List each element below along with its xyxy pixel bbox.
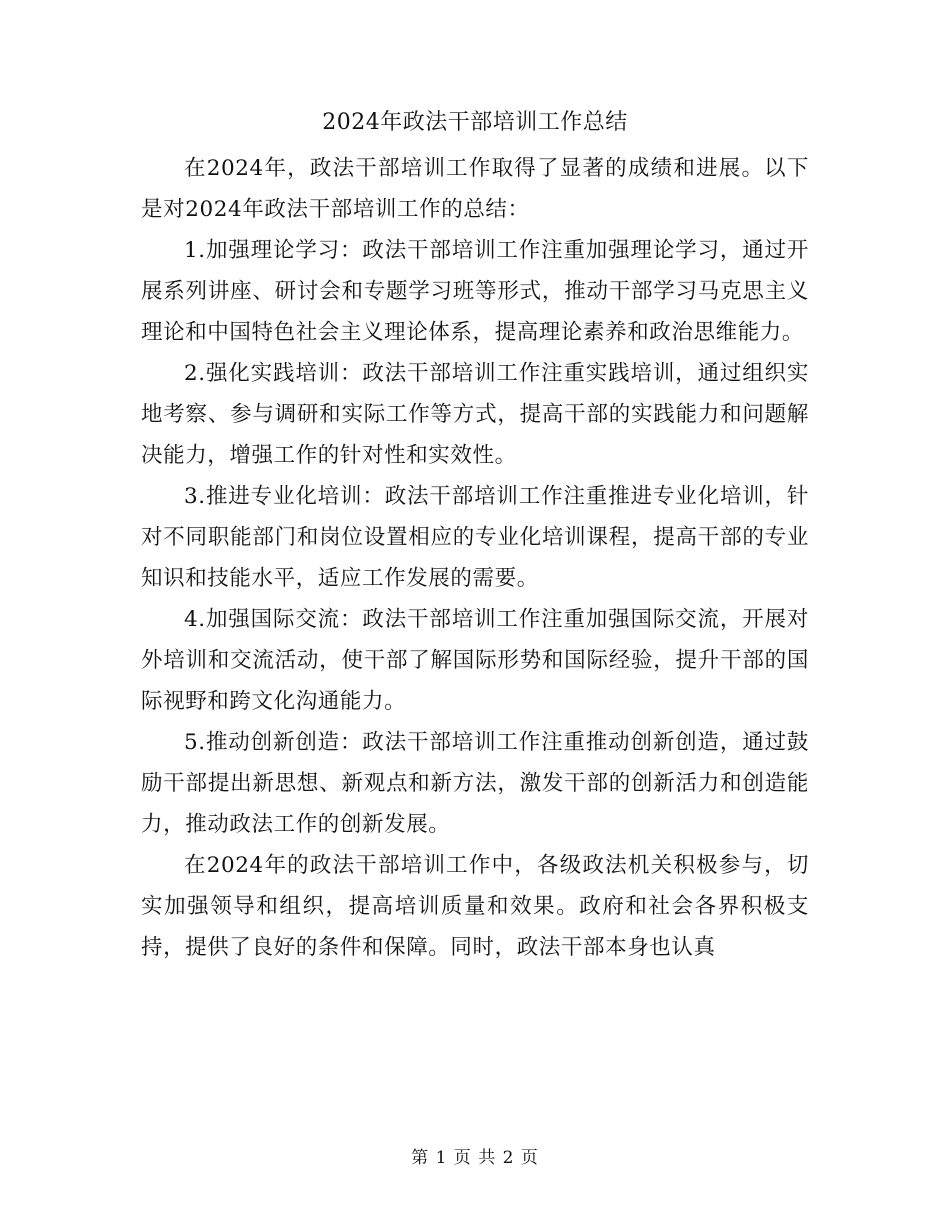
point-1-paragraph: 1.加强理论学习：政法干部培训工作注重加强理论学习，通过开展系列讲座、研讨会和专题学习班等形式，推动干部学习马克思主义理论和中国特色社会主义理论体系，提高理论素养和政治思维能力。 xyxy=(141,238,809,345)
point-5-paragraph: 5.推动创新创造：政法干部培训工作注重推动创新创造，通过鼓励干部提出新思想、新观点和新方法，激发干部的创新活力和创造能力，推动政法工作的创新发展。 xyxy=(141,730,809,837)
point-3-paragraph: 3.推进专业化培训：政法干部培训工作注重推进专业化培训，针对不同职能部门和岗位设置相应的专业化培训课程，提高干部的专业知识和技能水平，适应工作发展的需要。 xyxy=(141,484,809,591)
document-title: 2024年政法干部培训工作总结 xyxy=(322,110,628,135)
document-body xyxy=(141,148,809,968)
point-4-paragraph: 4.加强国际交流：政法干部培训工作注重加强国际交流，开展对外培训和交流活动，使干部了解国际形势和国际经验，提升干部的国际视野和跨文化沟通能力。 xyxy=(141,607,809,714)
closing-paragraph: 在2024年的政法干部培训工作中，各级政法机关积极参与，切实加强领导和组织，提高培训质量和效果。政府和社会各界积极支持，提供了良好的条件和保障。同时，政法干部本身也认真 xyxy=(141,853,809,960)
point-2-paragraph: 2.强化实践培训：政法干部培训工作注重实践培训，通过组织实地考察、参与调研和实际工作等方式，提高干部的实践能力和问题解决能力，增强工作的针对性和实效性。 xyxy=(141,361,809,468)
page-number-footer: 第 1 页 共 2 页 xyxy=(411,1148,539,1168)
intro-paragraph: 在2024年，政法干部培训工作取得了显著的成绩和进展。以下是对2024年政法干部培训工作的总结： xyxy=(141,156,809,222)
